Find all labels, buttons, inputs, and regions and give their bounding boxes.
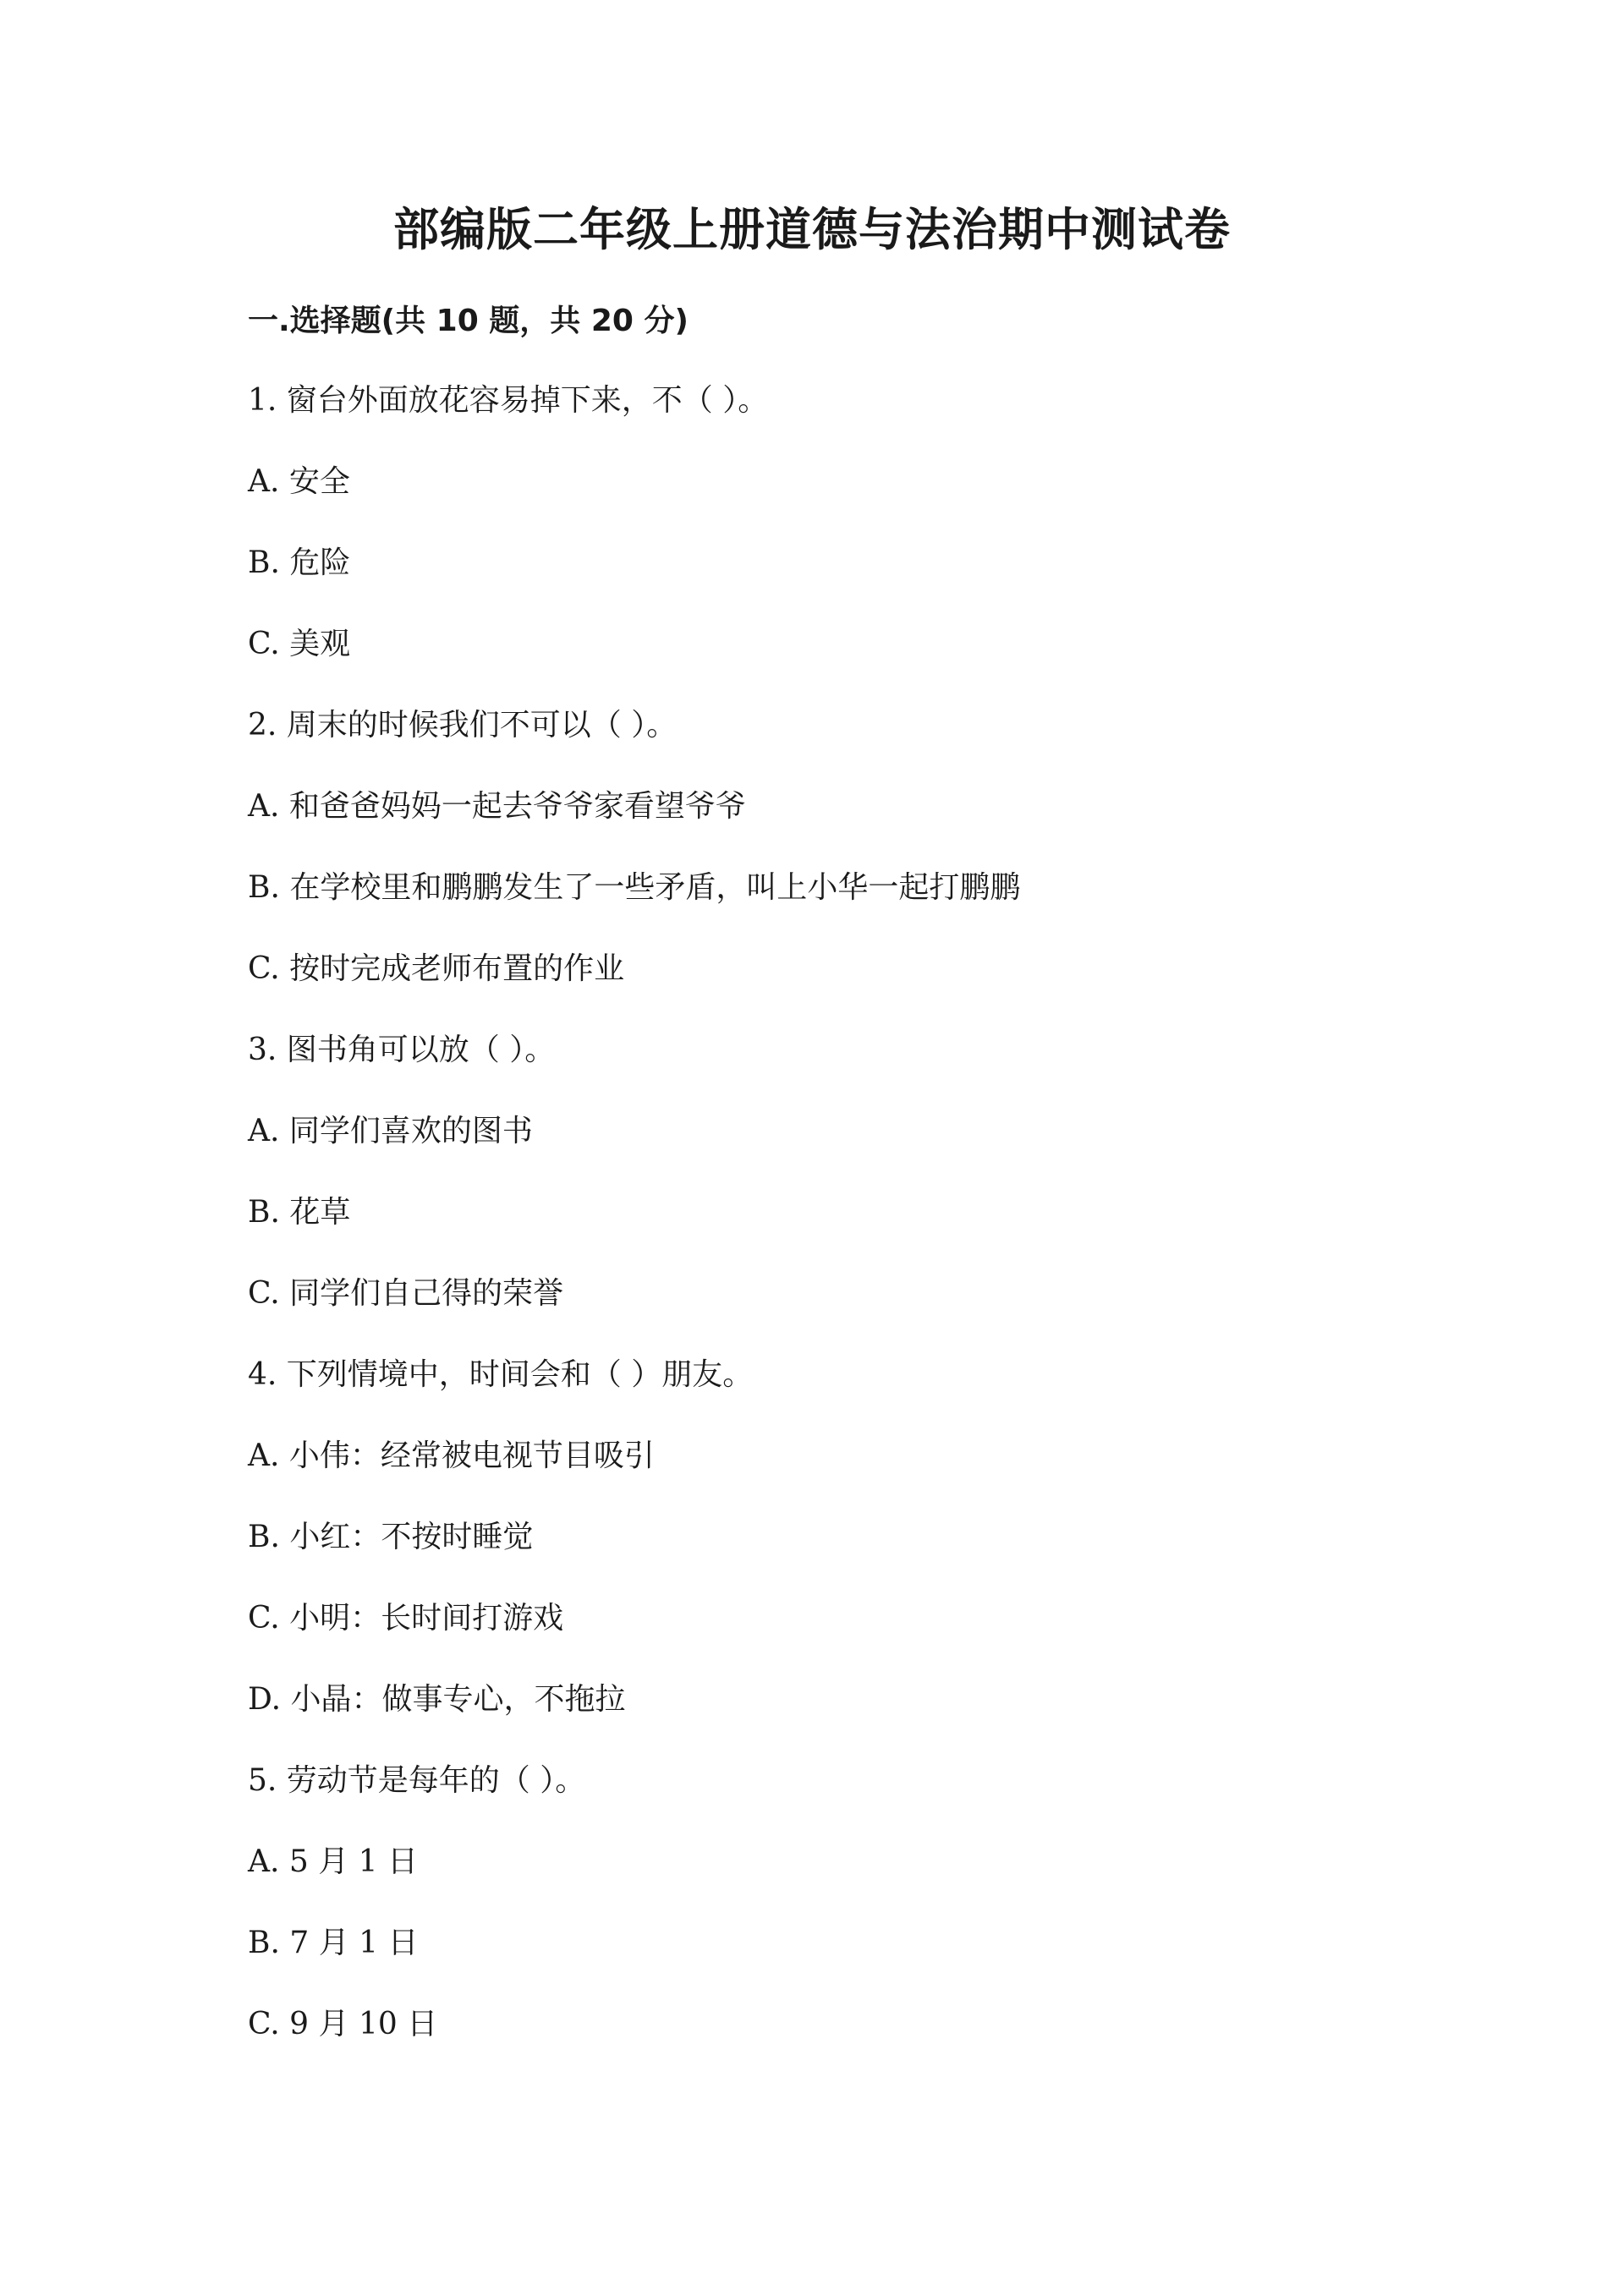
question-4-option-c: C. 小明：长时间打游戏: [248, 1601, 564, 1636]
question-1-option-b: B. 危险: [248, 545, 351, 580]
question-2-option-c: C. 按时完成老师布置的作业: [248, 951, 625, 986]
question-1-option-a: A. 安全: [248, 464, 350, 499]
exam-title: 部编版二年级上册道德与法治期中测试卷: [393, 203, 1231, 256]
question-5-option-a: A. 5 月 1 日: [248, 1844, 419, 1879]
question-4-option-a: A. 小伟：经常被电视节目吸引: [248, 1438, 655, 1473]
question-3-stem: 3. 图书角可以放（ ）。: [248, 1033, 556, 1067]
question-1-option-c: C. 美观: [248, 627, 351, 661]
question-2-stem: 2. 周末的时候我们不可以（ ）。: [248, 708, 678, 743]
question-3-option-c: C. 同学们自己得的荣誉: [248, 1276, 564, 1311]
question-2-option-b: B. 在学校里和鹏鹏发生了一些矛盾，叫上小华一起打鹏鹏: [248, 870, 1021, 905]
question-3-option-b: B. 花草: [248, 1195, 351, 1230]
question-5-option-c: C. 9 月 10 日: [248, 2007, 438, 2041]
question-2-option-a: A. 和爸爸妈妈一起去爷爷家看望爷爷: [248, 789, 746, 824]
question-4-option-d: D. 小晶：做事专心，不拖拉: [248, 1682, 626, 1717]
question-3-option-a: A. 同学们喜欢的图书: [248, 1114, 533, 1148]
question-4-option-b: B. 小红：不按时睡觉: [248, 1520, 534, 1554]
question-list: [248, 377, 1432, 2082]
question-4-stem: 4. 下列情境中，时间会和（ ）朋友。: [248, 1357, 754, 1392]
question-5-stem: 5. 劳动节是每年的（ ）。: [248, 1763, 586, 1798]
question-1-stem: 1. 窗台外面放花容易掉下来，不（ ）。: [248, 383, 769, 418]
question-5-option-b: B. 7 月 1 日: [248, 1926, 419, 1960]
section-heading: 一.选择题(共 10 题，共 20 分): [248, 304, 689, 338]
